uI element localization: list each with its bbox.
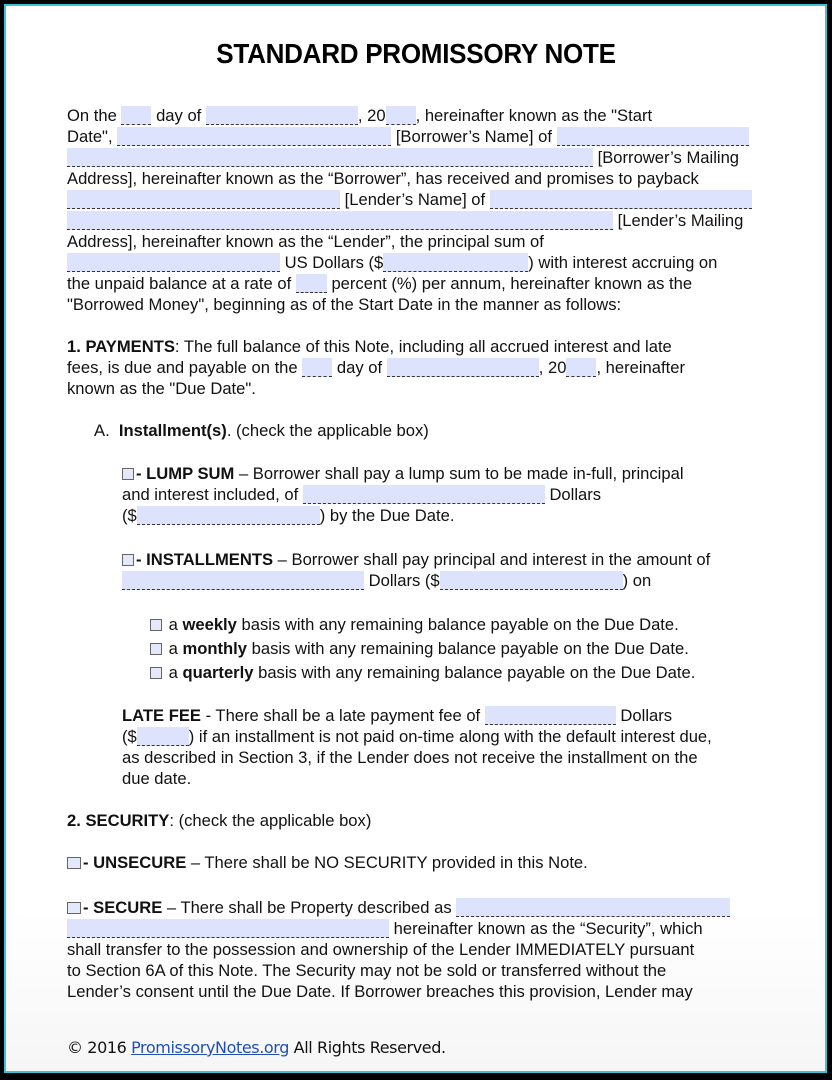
- due-year-field[interactable]: [566, 358, 596, 377]
- frequency-option-quarterly: [150, 662, 695, 683]
- late-fee-line-4: due date.: [122, 769, 192, 788]
- text: ) if an installment is not paid on-time along with the default interest due,: [188, 727, 712, 746]
- property-description-field-1[interactable]: [456, 898, 730, 917]
- intro-line-4: Address], hereinafter known as the “Borrower”, has received and promises to payback: [67, 169, 699, 188]
- text: ) with interest accruing on: [528, 253, 718, 272]
- text: , 20: [357, 106, 386, 125]
- text: [Lender’s Name] of: [344, 190, 486, 209]
- installments-line-2: [122, 570, 651, 591]
- text: – Borrower shall pay principal and interest in the amount of: [273, 550, 711, 569]
- secure-line-4: to Section 6A of this Note. The Security may not be sold or transferred without the: [67, 961, 667, 980]
- text: – There shall be NO SECURITY provided in this Note.: [186, 853, 588, 872]
- text: fees, is due and payable on the: [67, 358, 298, 377]
- footer: [67, 1038, 446, 1057]
- text: quarterly: [182, 663, 254, 682]
- secure-line-5: Lender’s consent until the Due Date. If Borrower breaches this provision, Lender may: [67, 982, 693, 1001]
- text: Installment(s): [118, 421, 227, 440]
- late-fee-line-3: as described in Section 3, if the Lender does not receive the installment on the: [122, 748, 698, 767]
- lump-sum-line-3: [122, 505, 454, 526]
- lender-address-field-1[interactable]: [490, 190, 752, 209]
- payments-heading: 1. PAYMENTS: [67, 337, 175, 356]
- start-year-field[interactable]: [386, 106, 416, 125]
- secure-checkbox[interactable]: [67, 902, 81, 914]
- principal-amount-field[interactable]: [383, 253, 528, 272]
- quarterly-checkbox[interactable]: [150, 667, 162, 679]
- text: ) on: [622, 571, 652, 590]
- intro-line-10: "Borrowed Money", beginning as of the Start Date in the manner as follows:: [67, 295, 622, 314]
- installments-line-1: [122, 549, 710, 570]
- text: a: [168, 615, 183, 634]
- text: - INSTALLMENTS: [136, 550, 274, 569]
- monthly-checkbox[interactable]: [150, 643, 162, 655]
- borrower-address-field-2[interactable]: [67, 148, 593, 167]
- text: ($: [122, 506, 137, 525]
- text: Dollars: [549, 485, 602, 504]
- text: Date",: [67, 127, 113, 146]
- text: : The full balance of this Note, including all accrued interest and late: [174, 337, 672, 356]
- late-fee-line-2: [122, 726, 712, 747]
- installment-words-field[interactable]: [122, 571, 364, 590]
- text: Dollars ($: [368, 571, 440, 590]
- late-fee-amount-field[interactable]: [137, 727, 189, 746]
- security-heading: 2. SECURITY: [67, 811, 170, 830]
- text: : (check the applicable box): [169, 811, 372, 830]
- text: ($: [122, 727, 137, 746]
- lump-sum-checkbox[interactable]: [122, 468, 134, 480]
- payments-line-1: [67, 336, 672, 357]
- text: ) by the Due Date.: [319, 506, 455, 525]
- intro-line-3: [67, 147, 739, 168]
- lump-sum-amount-field[interactable]: [137, 506, 320, 525]
- intro-line-8: [67, 252, 717, 273]
- intro-line-2: [67, 126, 749, 147]
- text: day of: [156, 106, 202, 125]
- text: - SECURE: [83, 898, 163, 917]
- frequency-option-monthly: [150, 638, 689, 659]
- start-month-field[interactable]: [206, 106, 358, 125]
- text: . (check the applicable box): [226, 421, 429, 440]
- unsecure-checkbox[interactable]: [67, 857, 81, 869]
- text: and interest included, of: [122, 485, 299, 504]
- start-day-field[interactable]: [121, 106, 151, 125]
- document-title: STANDARD PROMISSORY NOTE: [216, 38, 616, 69]
- lump-sum-line-1: [122, 463, 684, 484]
- secure-line-3: shall transfer to the possession and ownership of the Lender IMMEDIATELY pursuant: [67, 940, 695, 959]
- text: a: [168, 639, 183, 658]
- text: A.: [94, 421, 110, 440]
- late-fee-line-1: [122, 705, 672, 726]
- secure-line-2: [67, 918, 703, 939]
- intro-line-5: [67, 189, 752, 210]
- text: LATE FEE: [122, 706, 201, 725]
- text: - UNSECURE: [83, 853, 187, 872]
- intro-line-9: [67, 273, 692, 294]
- text: day of: [336, 358, 383, 377]
- payments-line-3: known as the "Due Date".: [67, 379, 256, 398]
- text: - There shall be a late payment fee of: [200, 706, 481, 725]
- intro-line-7: Address], hereinafter known as the “Lender”, the principal sum of: [67, 232, 544, 251]
- copyright-text: © 2016: [67, 1038, 132, 1057]
- text: US Dollars ($: [284, 253, 384, 272]
- promissorynotes-link[interactable]: PromissoryNotes.org: [131, 1038, 289, 1057]
- text: , hereinafter known as the "Start: [415, 106, 653, 125]
- property-description-field-2[interactable]: [67, 919, 389, 938]
- lump-sum-words-field[interactable]: [303, 485, 545, 504]
- text: the unpaid balance at a rate of: [67, 274, 292, 293]
- text: On the: [67, 106, 117, 125]
- frequency-option-weekly: [150, 614, 679, 635]
- text: monthly: [182, 639, 247, 658]
- text: hereinafter known as the “Security”, which: [393, 919, 703, 938]
- late-fee-words-field[interactable]: [485, 706, 616, 725]
- text: [Lender’s Mailing: [617, 211, 744, 230]
- text: [Borrower’s Mailing: [597, 148, 740, 167]
- intro-line-6: [67, 210, 743, 231]
- payments-line-2: [67, 357, 685, 378]
- text: [Borrower’s Name] of: [395, 127, 552, 146]
- borrower-address-field-1[interactable]: [557, 127, 749, 146]
- text: – There shall be Property described as: [162, 898, 452, 917]
- lender-address-field-2[interactable]: [67, 211, 613, 230]
- text: basis with any remaining balance payable on the Due Date.: [236, 615, 679, 634]
- rights-text: All Rights Reserved.: [288, 1038, 446, 1057]
- principal-words-field[interactable]: [67, 253, 280, 272]
- lump-sum-line-2: [122, 484, 601, 505]
- due-month-field[interactable]: [387, 358, 539, 377]
- installment-amount-field[interactable]: [440, 571, 623, 590]
- text: basis with any remaining balance payable on the Due Date.: [247, 639, 689, 658]
- unsecure-line: [67, 852, 588, 873]
- text: – Borrower shall pay a lump sum to be made in-full, principal: [234, 464, 684, 483]
- lender-name-field[interactable]: [67, 190, 340, 209]
- text: Dollars: [620, 706, 673, 725]
- due-day-field[interactable]: [302, 358, 332, 377]
- text: - LUMP SUM: [136, 464, 235, 483]
- weekly-checkbox[interactable]: [150, 619, 162, 631]
- text: percent (%) per annum, hereinafter known as the: [331, 274, 693, 293]
- borrower-name-field[interactable]: [117, 127, 391, 146]
- intro-line-1: [67, 105, 652, 126]
- text: a: [168, 663, 183, 682]
- text: weekly: [182, 615, 237, 634]
- installments-subheading: [94, 420, 429, 441]
- text: , hereinafter: [596, 358, 685, 377]
- installments-checkbox[interactable]: [122, 554, 134, 566]
- text: , 20: [538, 358, 567, 377]
- text: basis with any remaining balance payable on the Due Date.: [253, 663, 696, 682]
- secure-line-1: [67, 897, 730, 918]
- interest-rate-field[interactable]: [296, 274, 327, 293]
- security-heading-line: [67, 810, 371, 831]
